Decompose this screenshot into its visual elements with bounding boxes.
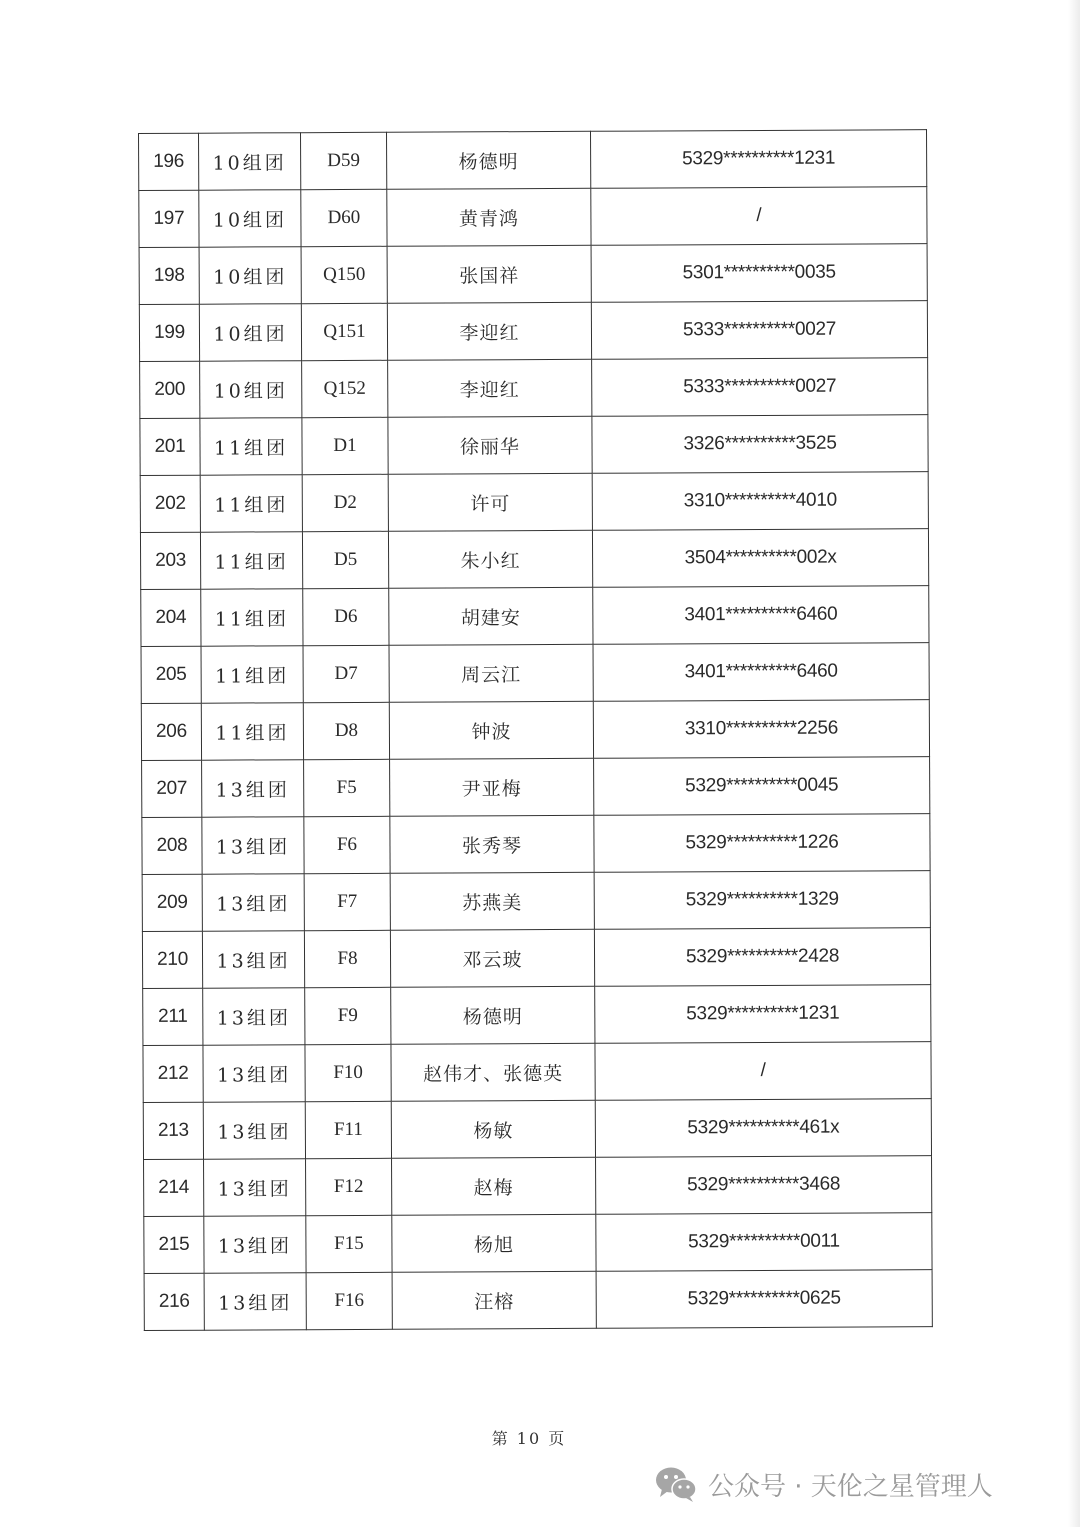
row-number-cell: 215 — [144, 1216, 204, 1273]
wechat-icon — [654, 1464, 698, 1504]
owner-name-cell: 徐丽华 — [388, 416, 592, 474]
group-cell: 13组团 — [202, 817, 304, 874]
group-cell: 13组团 — [204, 1216, 306, 1273]
row-number-cell: 210 — [142, 931, 202, 988]
id-number-cell: 5329**********0045 — [594, 757, 930, 816]
unit-code-cell: D5 — [302, 531, 388, 588]
table-row — [142, 814, 930, 875]
row-number-cell: 214 — [144, 1159, 204, 1216]
table-row — [139, 187, 927, 248]
group-cell: 10组团 — [199, 190, 301, 247]
id-number-cell: 5333**********0027 — [591, 301, 927, 360]
owner-name-cell: 张国祥 — [387, 245, 591, 303]
row-number-cell: 202 — [140, 475, 200, 532]
id-number-cell: 3504**********002x — [592, 529, 928, 588]
unit-code-cell: F6 — [304, 816, 390, 873]
row-number-cell: 212 — [143, 1045, 203, 1102]
group-cell: 11组团 — [200, 418, 302, 475]
table-row — [139, 301, 927, 362]
unit-code-cell: F5 — [304, 759, 390, 816]
table-row — [142, 757, 930, 818]
id-number-cell: 5329**********1231 — [590, 130, 926, 189]
owner-name-cell: 杨敏 — [391, 1100, 595, 1158]
group-cell: 10组团 — [199, 133, 301, 190]
id-number-cell: 5329**********1231 — [595, 985, 931, 1044]
owner-name-cell: 钟波 — [389, 701, 593, 759]
owner-name-cell: 汪榕 — [392, 1271, 596, 1329]
unit-code-cell: Q151 — [301, 303, 387, 360]
group-cell: 13组团 — [202, 874, 304, 931]
table-row — [142, 871, 930, 932]
table-row — [140, 472, 928, 533]
group-cell: 13组团 — [203, 1102, 305, 1159]
unit-code-cell: F10 — [305, 1044, 391, 1101]
id-number-cell: 5329**********461x — [595, 1099, 931, 1158]
row-number-cell: 201 — [140, 418, 200, 475]
group-cell: 13组团 — [204, 1273, 306, 1330]
group-cell: 11组团 — [200, 475, 302, 532]
unit-code-cell: F16 — [306, 1272, 392, 1329]
unit-code-cell: D2 — [302, 474, 388, 531]
owner-name-cell: 胡建安 — [389, 587, 593, 645]
id-number-cell: 5301**********0035 — [591, 244, 927, 303]
owner-name-cell: 赵伟才、张德英 — [391, 1043, 595, 1101]
unit-code-cell: D59 — [301, 132, 387, 189]
group-cell: 13组团 — [202, 931, 304, 988]
row-number-cell: 199 — [139, 304, 199, 361]
row-number-cell: 197 — [139, 190, 199, 247]
table-row — [143, 985, 931, 1046]
unit-code-cell: F12 — [306, 1158, 392, 1215]
group-cell: 10组团 — [200, 361, 302, 418]
row-number-cell: 209 — [142, 874, 202, 931]
row-number-cell: 203 — [140, 532, 200, 589]
group-cell: 10组团 — [199, 247, 301, 304]
row-number-cell: 211 — [143, 988, 203, 1045]
row-number-cell: 198 — [139, 247, 199, 304]
id-number-cell: / — [591, 187, 927, 246]
table-row — [143, 1099, 931, 1160]
group-cell: 13组团 — [203, 1045, 305, 1102]
table-row — [144, 1270, 932, 1331]
table-row — [139, 244, 927, 305]
group-cell: 11组团 — [201, 646, 303, 703]
owner-name-cell: 邓云玻 — [390, 929, 594, 987]
owner-name-cell: 杨旭 — [392, 1214, 596, 1272]
group-cell: 11组团 — [201, 589, 303, 646]
owner-name-cell: 李迎红 — [387, 302, 591, 360]
unit-code-cell: D6 — [303, 588, 389, 645]
owner-name-cell: 杨德明 — [391, 986, 595, 1044]
table-row — [141, 700, 929, 761]
id-number-cell: 3401**********6460 — [593, 643, 929, 702]
id-number-cell: 3310**********4010 — [592, 472, 928, 531]
table-row — [140, 415, 928, 476]
unit-code-cell: D1 — [302, 417, 388, 474]
watermark — [654, 1462, 993, 1506]
roster-table — [138, 129, 933, 1331]
group-cell: 13组团 — [203, 988, 305, 1045]
table-row — [141, 586, 929, 647]
row-number-cell: 205 — [141, 646, 201, 703]
owner-name-cell: 朱小红 — [388, 530, 592, 588]
table-row — [144, 1156, 932, 1217]
group-cell: 11组团 — [201, 703, 303, 760]
owner-name-cell: 苏燕美 — [390, 872, 594, 930]
id-number-cell: 5329**********0011 — [596, 1213, 932, 1272]
group-cell: 10组团 — [199, 304, 301, 361]
id-number-cell: 5329**********2428 — [594, 928, 930, 987]
unit-code-cell: Q152 — [302, 360, 388, 417]
id-number-cell: 3401**********6460 — [593, 586, 929, 645]
unit-code-cell: D8 — [303, 702, 389, 759]
owner-name-cell: 周云江 — [389, 644, 593, 702]
unit-code-cell: Q150 — [301, 246, 387, 303]
id-number-cell: 5329**********3468 — [596, 1156, 932, 1215]
row-number-cell: 206 — [141, 703, 201, 760]
owner-name-cell: 李迎红 — [388, 359, 592, 417]
unit-code-cell: F7 — [304, 873, 390, 930]
row-number-cell: 216 — [144, 1273, 204, 1330]
group-cell: 13组团 — [204, 1159, 306, 1216]
row-number-cell: 207 — [142, 760, 202, 817]
group-cell: 11组团 — [200, 532, 302, 589]
row-number-cell: 213 — [143, 1102, 203, 1159]
owner-name-cell: 许可 — [388, 473, 592, 531]
roster-table-body — [139, 130, 933, 1331]
page-number: 第 10 页 — [491, 1429, 567, 1448]
row-number-cell: 200 — [140, 361, 200, 418]
table-row — [139, 130, 927, 191]
unit-code-cell: F8 — [304, 930, 390, 987]
roster-table-container — [138, 129, 932, 1331]
unit-code-cell: D7 — [303, 645, 389, 702]
owner-name-cell: 张秀琴 — [390, 815, 594, 873]
table-row — [144, 1213, 932, 1274]
table-row — [142, 928, 930, 989]
table-row — [141, 643, 929, 704]
row-number-cell: 204 — [141, 589, 201, 646]
owner-name-cell: 尹亚梅 — [390, 758, 594, 816]
table-row — [143, 1042, 931, 1103]
id-number-cell: 5333**********0027 — [592, 358, 928, 417]
unit-code-cell: F9 — [305, 987, 391, 1044]
row-number-cell: 196 — [139, 133, 199, 190]
id-number-cell: / — [595, 1042, 931, 1101]
table-row — [140, 529, 928, 590]
group-cell: 13组团 — [202, 760, 304, 817]
unit-code-cell: F15 — [306, 1215, 392, 1272]
id-number-cell: 5329**********0625 — [596, 1270, 932, 1329]
watermark-text: 公众号 · 天伦之星管理人 — [708, 1471, 993, 1502]
id-number-cell: 5329**********1329 — [594, 871, 930, 930]
page-edge-shadow — [1068, 0, 1080, 1527]
unit-code-cell: D60 — [301, 189, 387, 246]
id-number-cell: 5329**********1226 — [594, 814, 930, 873]
unit-code-cell: F11 — [305, 1101, 391, 1158]
owner-name-cell: 杨德明 — [386, 131, 590, 189]
id-number-cell: 3310**********2256 — [593, 700, 929, 759]
owner-name-cell: 赵梅 — [392, 1157, 596, 1215]
row-number-cell: 208 — [142, 817, 202, 874]
table-row — [140, 358, 928, 419]
owner-name-cell: 黄青鸿 — [387, 188, 591, 246]
id-number-cell: 3326**********3525 — [592, 415, 928, 474]
